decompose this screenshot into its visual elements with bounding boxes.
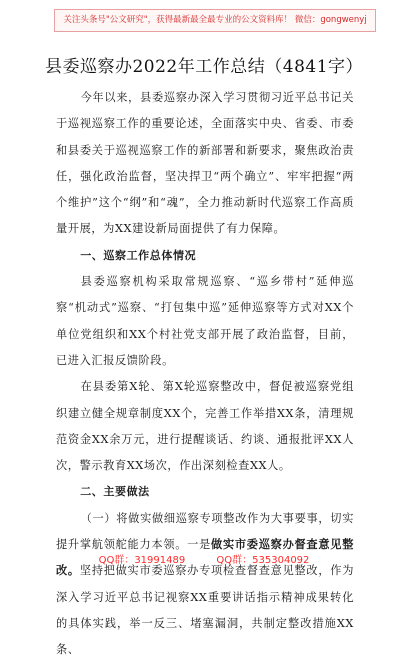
rectification-paragraph: 在县委第X轮、第X轮巡察整改中，督促被巡察党组织建立健全规章制度XX个，完善工作举措XX条，清理规范资金XX余万元，进行提醒谈话、约谈、通报批评XX人次，警示教育XX场次，作出深刻检查XX人。 — [56, 380, 354, 473]
footer-qq-group-1: QQ群：31991489 — [98, 555, 186, 566]
practice-paragraph — [56, 506, 354, 664]
intro-paragraph: 今年以来，县委巡察办深入学习贯彻习近平总书记关于巡视巡察工作的重要论述，全面落实中央、省委、市委和县委关于巡视巡察工作的新部署和新要求，聚焦政治责任，强化政治监督，坚决捍卫“两个确立”、牢牢把握“两个维护”这个“纲”和“魂”，全力推动新时代巡察工作高质量开展，为XX建设新局面提供了有力保障。 — [56, 91, 354, 236]
section-heading-1: 一、巡察工作总体情况 — [80, 248, 197, 262]
overview-paragraph: 县委巡察机构采取常规巡察、“巡乡带村”延伸巡察“机动式”巡察、“打包集中巡”延伸巡察等方式对XX个单位党组织和XX个村社党支部开展了政治监督，目前，已进入汇报反馈阶段。 — [56, 275, 354, 367]
footer-qq-group-2: QQ群：535304092 — [216, 555, 310, 566]
footer-contact — [0, 551, 408, 566]
practice-text-lead: （一）将做实做细巡察专项整改作为大事要事，切实提升掌航领舵能力本领。一是 — [56, 511, 354, 552]
practice-text-body: 坚持把做实市委巡察办专项检查督查意见整改，作为深入学习近平总书记视察XX重要讲话指示精神成果转化的具体实践，举一反三、堵塞漏洞，共制定整改措施XX条、 — [56, 564, 354, 657]
document-title: 县委巡察办2022年工作总结（4841字） — [44, 57, 364, 77]
practice-text-emphasis: 做实市委巡察办督查意见整改。 — [56, 538, 354, 578]
section-heading-2: 二、主要做法 — [80, 485, 150, 499]
document-body — [56, 85, 354, 664]
promo-banner: 关注头条号"公文研究"，获得最新最全最专业的公文资料库！ 微信：gongwenyj — [54, 9, 376, 32]
